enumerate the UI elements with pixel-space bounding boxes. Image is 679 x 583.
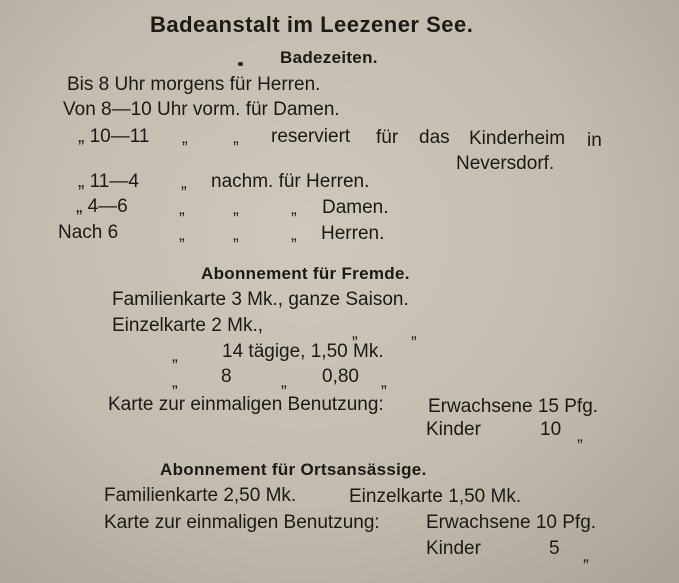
fremde-cell: 8 bbox=[221, 366, 232, 387]
ditto-mark: „ bbox=[181, 173, 187, 192]
orts-cell: Erwachsene 10 Pfg. bbox=[426, 512, 597, 533]
ditto-mark: „ bbox=[182, 128, 188, 147]
ortsansaessige-heading: Abonnement für Ortsansässige. bbox=[160, 460, 427, 479]
fremde-cell: Erwachsene 15 Pfg. bbox=[428, 396, 599, 417]
badezeit-cell: „ 10—11 bbox=[78, 126, 150, 147]
badezeit-cell: das bbox=[419, 127, 450, 148]
orts-cell: 5 bbox=[549, 538, 560, 559]
badezeit-cell: nachm. für Herren. bbox=[211, 171, 370, 192]
fremde-cell: Einzelkarte 2 Mk., bbox=[112, 315, 263, 336]
orts-cell: Karte zur einmaligen Benutzung: bbox=[104, 512, 380, 533]
badezeit-cell: Damen. bbox=[322, 197, 389, 218]
ditto-mark: „ bbox=[281, 372, 287, 391]
badezeit-cell: Neversdorf. bbox=[456, 153, 555, 174]
fremde-cell: Karte zur einmaligen Benutzung: bbox=[108, 394, 384, 415]
badezeit-cell: für bbox=[376, 127, 399, 148]
ditto-mark: „ bbox=[381, 372, 387, 391]
ditto-mark: „ bbox=[411, 323, 417, 342]
ditto-mark: „ bbox=[172, 372, 178, 391]
fremde-cell: 10 bbox=[540, 419, 562, 440]
ditto-mark: „ bbox=[172, 346, 178, 365]
fremde-cell: 0,80 bbox=[322, 366, 359, 387]
badezeit-row: Von 8—10 Uhr vorm. für Damen. bbox=[63, 99, 340, 120]
ditto-mark: „ bbox=[352, 323, 358, 342]
badezeit-cell: Nach 6 bbox=[58, 222, 119, 243]
badezeit-cell: „ 4—6 bbox=[76, 196, 128, 217]
badezeit-cell: reserviert bbox=[271, 126, 351, 147]
orts-cell: Kinder bbox=[426, 538, 481, 559]
fremde-cell: Kinder bbox=[426, 419, 481, 440]
badezeit-cell: „ 11—4 bbox=[78, 171, 139, 192]
badezeiten-heading: Badezeiten. bbox=[280, 48, 378, 67]
badezeit-cell: Kinderheim bbox=[469, 128, 566, 149]
fremde-cell: 14 tägige, 1,50 Mk. bbox=[222, 341, 384, 362]
orts-cell: Einzelkarte 1,50 Mk. bbox=[349, 486, 522, 507]
fremde-heading: Abonnement für Fremde. bbox=[201, 264, 410, 283]
fremde-row: Familienkarte 3 Mk., ganze Saison. bbox=[112, 289, 409, 310]
badezeit-cell: in bbox=[587, 130, 602, 151]
orts-cell: Familienkarte 2,50 Mk. bbox=[104, 485, 297, 506]
ink-dot bbox=[238, 62, 243, 66]
ditto-mark: „ bbox=[577, 426, 583, 445]
ditto-mark: „ bbox=[291, 225, 297, 244]
ditto-mark: „ bbox=[179, 225, 185, 244]
ditto-mark: „ bbox=[233, 199, 239, 218]
badezeit-row: Bis 8 Uhr morgens für Herren. bbox=[67, 74, 321, 95]
ditto-mark: „ bbox=[233, 128, 239, 147]
ditto-mark: „ bbox=[179, 199, 185, 218]
ditto-mark: „ bbox=[583, 546, 589, 565]
ditto-mark: „ bbox=[233, 225, 239, 244]
page-title: Badeanstalt im Leezener See. bbox=[150, 12, 474, 37]
ditto-mark: „ bbox=[291, 199, 297, 218]
badezeit-cell: Herren. bbox=[321, 223, 385, 244]
